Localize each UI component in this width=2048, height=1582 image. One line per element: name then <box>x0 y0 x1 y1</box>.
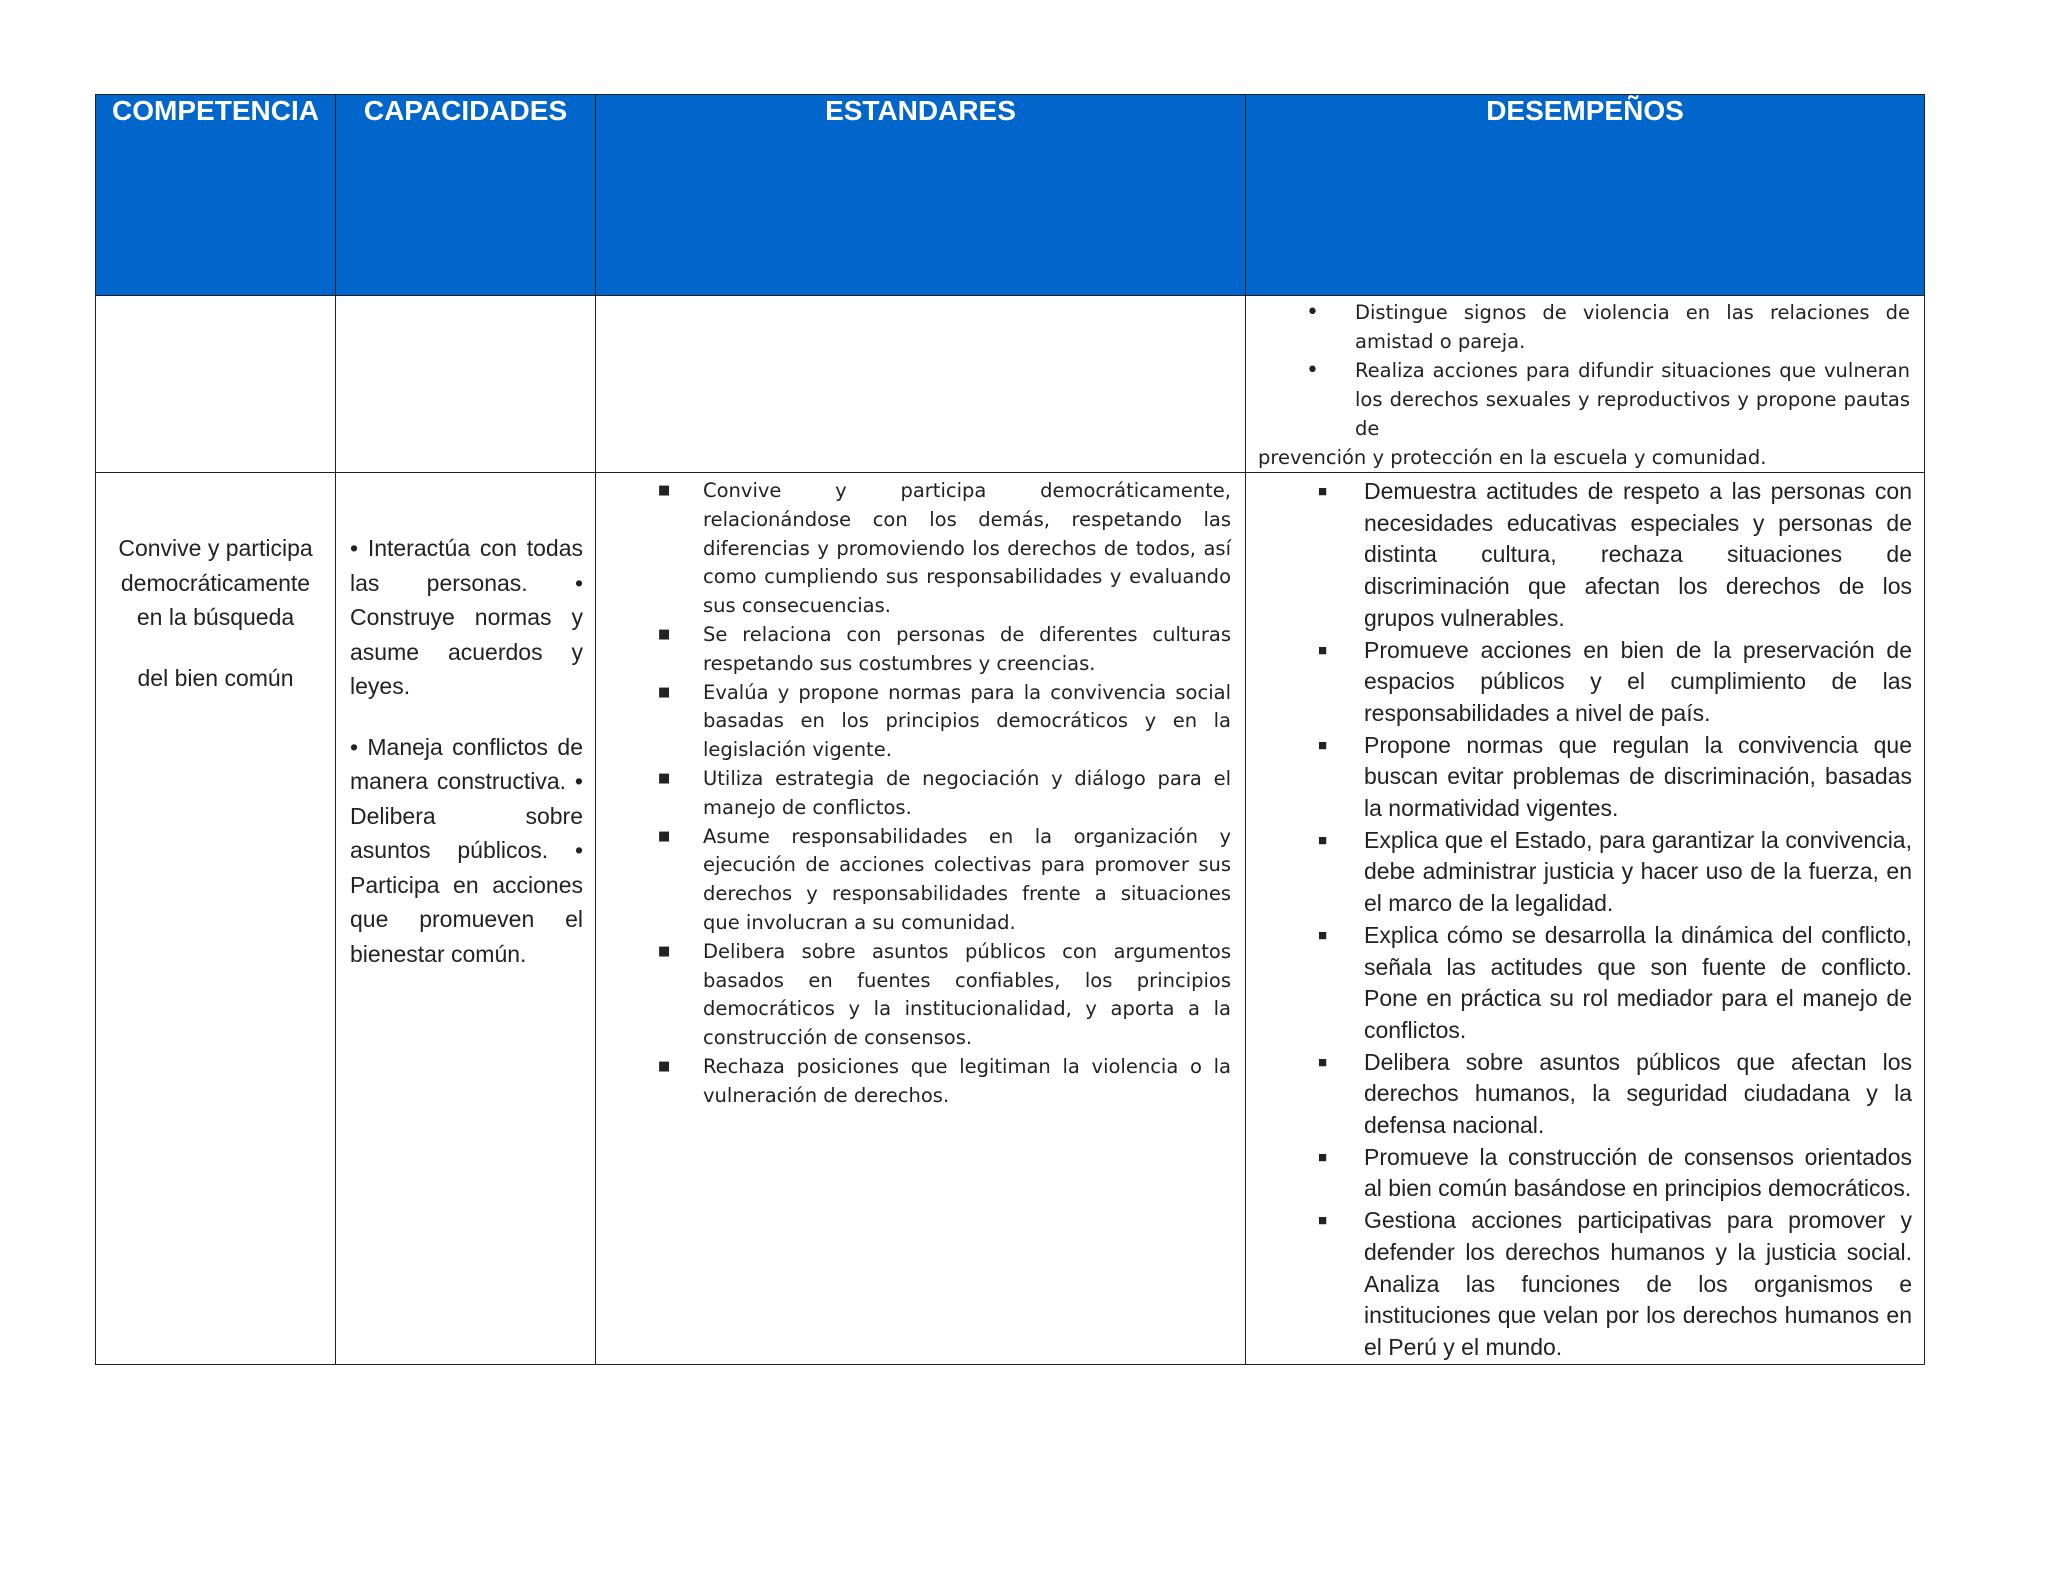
list-item: ■ Explica cómo se desarrolla la dinámica del conflicto, señala las actitudes que son fuente de conflicto. Pone en práctica su rol mediador para el manejo de conflictos. <box>1318 921 1912 1043</box>
list-item: ■ Se relaciona con personas de diferentes culturas respetando sus costumbres y creencias. <box>658 622 1231 675</box>
square-bullet-icon: ■ <box>658 770 671 786</box>
square-bullet-icon: ■ <box>1318 926 1328 944</box>
table-row <box>96 296 1925 473</box>
list-item: ■ Asume responsabilidades en la organización y ejecución de acciones colectivas para promover sus derechos y responsabilidades frente a situaciones que involucran a su comunidad. <box>658 824 1231 934</box>
competencia-cell <box>96 473 336 1365</box>
square-bullet-icon: ■ <box>658 684 671 700</box>
estandares-cell <box>596 473 1246 1365</box>
square-bullet-icon: ■ <box>1318 1053 1328 1071</box>
square-bullet-icon: ■ <box>1318 1148 1328 1166</box>
list-item: ■ Promueve la construcción de consensos orientados al bien común basándose en principios democráticos. <box>1318 1143 1912 1202</box>
desempenos-cell-continued <box>1246 296 1925 473</box>
square-bullet-icon: ■ <box>1318 736 1328 754</box>
header-row <box>96 95 1925 296</box>
square-bullet-icon: ■ <box>658 943 671 959</box>
empty-cell <box>596 296 1246 473</box>
square-bullet-icon: ■ <box>1318 641 1328 659</box>
square-bullet-icon: ■ <box>1318 831 1328 849</box>
capacidades-text: • Maneja conflictos de manera constructiva. • Delibera sobre asuntos públicos. • Participa en acciones que promueven el bienestar común. <box>350 733 583 967</box>
square-bullet-icon: ■ <box>658 626 671 642</box>
continued-text: prevención y protección en la escuela y comunidad. <box>1258 446 1767 469</box>
list-item: ■ Delibera sobre asuntos públicos que afectan los derechos humanos, la seguridad ciudadana y la defensa nacional. <box>1318 1048 1912 1139</box>
competencia-text: del bien común <box>137 664 294 691</box>
header-estandares: ESTANDARES <box>596 95 1246 296</box>
square-bullet-icon: ■ <box>658 828 671 844</box>
capacidades-cell <box>336 473 596 1365</box>
list-item: ■ Delibera sobre asuntos públicos con argumentos basados en fuentes confiables, los principios democráticos y la institucionalidad, y aporta a la construcción de consensos. <box>658 939 1231 1050</box>
bullet-icon: • <box>1306 300 1319 325</box>
list-item: ■ Rechaza posiciones que legitiman la violencia o la vulneración de derechos. <box>658 1054 1231 1107</box>
header-capacidades: CAPACIDADES <box>336 95 596 296</box>
list-item: ■ Demuestra actitudes de respeto a las personas con necesidades educativas especiales y personas de distinta cultura, rechaza situaciones de discriminación que afectan los derechos de los grupos vulnerables. <box>1318 478 1912 631</box>
desempenos-cell <box>1246 473 1925 1365</box>
competencia-text: Convive y participa democráticamente en la búsqueda <box>118 535 313 630</box>
square-bullet-icon: ■ <box>658 483 671 498</box>
list-item: ■ Gestiona acciones participativas para promover y defender los derechos humanos y la justicia social. Analiza las funciones de los organismos e instituciones que velan por los derechos humanos en el Perú y el mundo. <box>1318 1207 1912 1360</box>
list-item: • Distingue signos de violencia en las relaciones de amistad o pareja. <box>1306 300 1910 353</box>
square-bullet-icon: ■ <box>1318 1212 1328 1230</box>
capacidades-text: • Interactúa con todas las personas. • Construye normas y asume acuerdos y leyes. <box>350 535 583 699</box>
header-desempenos: DESEMPEÑOS <box>1246 95 1925 296</box>
list-item: ■ Propone normas que regulan la convivencia que buscan evitar problemas de discriminación, basadas la normatividad vigentes. <box>1318 731 1912 822</box>
empty-cell <box>96 296 336 473</box>
list-item: ■ Convive y participa democráticamente, relacionándose con los demás, respetando las diferencias y promoviendo los derechos de todos, así como cumpliendo sus responsabilidades y evaluando sus consecuencias. <box>658 479 1231 618</box>
table-row <box>96 473 1925 1365</box>
list-item: ■ Utiliza estrategia de negociación y diálogo para el manejo de conflictos. <box>658 766 1231 819</box>
list-item: • Realiza acciones para difundir situaciones que vulneran los derechos sexuales y reproductivos y propone pautas de <box>1306 358 1910 440</box>
square-bullet-icon: ■ <box>1318 483 1328 500</box>
list-item: ■ Explica que el Estado, para garantizar la convivencia, debe administrar justicia y hacer uso de la fuerza, en el marco de la legalidad. <box>1318 826 1912 917</box>
list-item: ■ Promueve acciones en bien de la preservación de espacios públicos y el cumplimiento de las responsabilidades a nivel de país. <box>1318 636 1912 726</box>
square-bullet-icon: ■ <box>658 1058 671 1074</box>
empty-cell <box>336 296 596 473</box>
list-item: ■ Evalúa y propone normas para la convivencia social basadas en los principios democráticos y en la legislación vigente. <box>658 680 1231 762</box>
header-competencia: COMPETENCIA <box>96 95 336 296</box>
bullet-icon: • <box>1306 358 1319 383</box>
competency-table <box>95 94 1925 1365</box>
